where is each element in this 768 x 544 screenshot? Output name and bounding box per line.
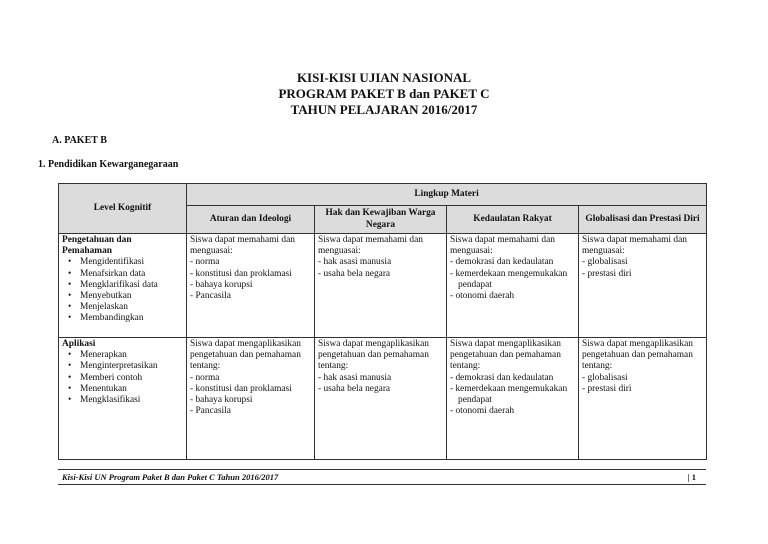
level-title: Pengetahuan dan Pemahaman xyxy=(62,235,132,257)
list-item: - konstitusi dan proklamasi xyxy=(190,269,311,280)
level-cell xyxy=(59,338,187,460)
content-cell xyxy=(579,338,707,460)
content-cell xyxy=(315,234,447,338)
header-col-1: Aturan dan Ideologi xyxy=(187,206,315,234)
page-number: | 1 xyxy=(687,472,696,482)
content-cell xyxy=(447,234,579,338)
list-item: - hak asasi manusia xyxy=(318,373,443,384)
list-item: - kemerdekaan mengemukakan pendapat xyxy=(450,384,575,406)
list-item: • Menyebutkan xyxy=(68,291,183,302)
content-cell xyxy=(187,234,315,338)
list-item: - globalisasi xyxy=(582,373,703,384)
list-item: - Pancasila xyxy=(190,291,311,302)
level-title: Aplikasi xyxy=(62,339,96,349)
cell-intro: Siswa dapat memahami dan menguasai: xyxy=(582,235,687,257)
subsection-heading-1: 1. Pendidikan Kewarganegaraan xyxy=(38,159,179,170)
list-item: - hak asasi manusia xyxy=(318,257,443,268)
cell-list xyxy=(190,373,311,418)
header-lingkup-materi: Lingkup Materi xyxy=(187,184,707,206)
list-item: • Memberi contoh xyxy=(68,373,183,384)
list-item: • Membandingkan xyxy=(68,313,183,324)
cell-list xyxy=(190,257,311,302)
header-col-3: Kedaulatan Rakyat xyxy=(447,206,579,234)
list-item: - bahaya korupsi xyxy=(190,280,311,291)
list-item: - bahaya korupsi xyxy=(190,395,311,406)
header-level-kognitif: Level Kognitif xyxy=(59,184,187,234)
list-item: - norma xyxy=(190,373,311,384)
list-item: • Menerapkan xyxy=(68,350,183,361)
cell-list xyxy=(450,373,575,418)
cell-list xyxy=(318,257,443,279)
list-item: - Pancasila xyxy=(190,406,311,417)
footer-title: Kisi-Kisi UN Program Paket B dan Paket C Tahun 2016/2017 xyxy=(62,472,279,482)
content-cell xyxy=(187,338,315,460)
cell-list xyxy=(318,373,443,395)
title-line-3: TAHUN PELAJARAN 2016/2017 xyxy=(290,102,478,117)
list-item: - usaha bela negara xyxy=(318,269,443,280)
list-item: - otonomi daerah xyxy=(450,406,575,417)
title-line-1: KISI-KISI UJIAN NASIONAL xyxy=(296,70,472,85)
list-item: • Menjelaskan xyxy=(68,302,183,313)
content-cell xyxy=(315,338,447,460)
list-item: - kemerdekaan mengemukakan pendapat xyxy=(450,269,575,291)
list-item: - globalisasi xyxy=(582,257,703,268)
content-cell xyxy=(447,338,579,460)
list-item: • Mengklarifikasi data xyxy=(68,280,183,291)
section-heading-a: A. PAKET B xyxy=(52,135,107,146)
cell-list xyxy=(582,373,703,395)
table-row xyxy=(59,234,707,338)
list-item: - prestasi diri xyxy=(582,384,703,395)
content-cell xyxy=(579,234,707,338)
cell-intro: Siswa dapat mengaplikasikan pengetahuan dan pemahaman tentang: xyxy=(190,339,301,372)
cell-intro: Siswa dapat mengaplikasikan pengetahuan dan pemahaman tentang: xyxy=(450,339,561,372)
document-title xyxy=(0,70,768,118)
list-item: • Mengklasifikasi xyxy=(68,395,183,406)
title-line-2: PROGRAM PAKET B dan PAKET C xyxy=(278,86,490,101)
level-list xyxy=(62,350,183,406)
cell-list xyxy=(582,257,703,279)
table-row xyxy=(59,338,707,460)
header-col-2: Hak dan Kewajiban Warga Negara xyxy=(315,206,447,234)
list-item: • Menafsirkan data xyxy=(68,269,183,280)
cell-intro: Siswa dapat memahami dan menguasai: xyxy=(190,235,295,257)
kisi-kisi-table xyxy=(58,183,707,460)
level-list xyxy=(62,257,183,324)
list-item: - demokrasi dan kedaulatan xyxy=(450,373,575,384)
list-item: - demokrasi dan kedaulatan xyxy=(450,257,575,268)
list-item: • Mengidentifikasi xyxy=(68,257,183,268)
cell-intro: Siswa dapat memahami dan menguasai: xyxy=(318,235,423,257)
header-col-4: Globalisasi dan Prestasi Diri xyxy=(579,206,707,234)
list-item: - konstitusi dan proklamasi xyxy=(190,384,311,395)
level-cell xyxy=(59,234,187,338)
cell-intro: Siswa dapat memahami dan menguasai: xyxy=(450,235,555,257)
cell-intro: Siswa dapat mengaplikasikan pengetahuan dan pemahaman tentang: xyxy=(582,339,693,372)
page-footer xyxy=(58,469,706,485)
list-item: - norma xyxy=(190,257,311,268)
list-item: - prestasi diri xyxy=(582,269,703,280)
list-item: • Menentukan xyxy=(68,384,183,395)
list-item: • Menginterpretasikan xyxy=(68,361,183,372)
cell-intro: Siswa dapat mengaplikasikan pengetahuan dan pemahaman tentang: xyxy=(318,339,429,372)
cell-list xyxy=(450,257,575,302)
list-item: - otonomi daerah xyxy=(450,291,575,302)
list-item: - usaha bela negara xyxy=(318,384,443,395)
